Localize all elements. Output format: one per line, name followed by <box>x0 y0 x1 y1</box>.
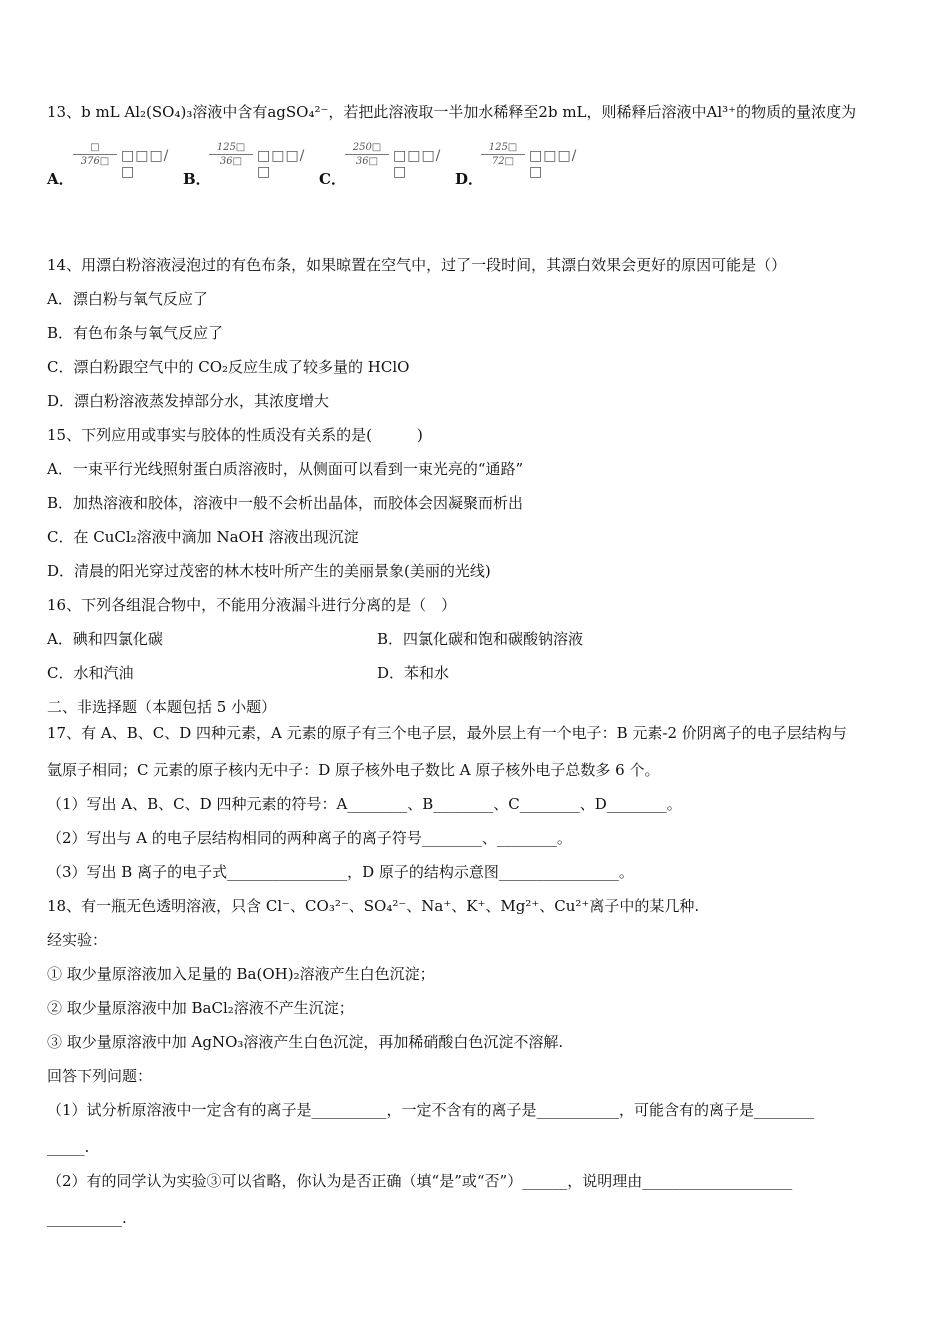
q16-option-b[interactable]: B．四氯化碳和饱和碳酸钠溶液 <box>377 630 584 648</box>
q14-option-b[interactable]: B．有色布条与氧气反应了 <box>47 324 224 342</box>
denominator: 36□ <box>219 156 243 167</box>
q16-stem: 16、下列各组混合物中，不能用分液漏斗进行分离的是（ ） <box>47 596 457 614</box>
denominator: 36□ <box>355 156 379 167</box>
numerator: □ <box>73 142 117 155</box>
section-heading: 二、非选择题（本题包括 5 小题） <box>47 698 277 716</box>
q15-option-b[interactable]: B．加热溶液和胶体，溶液中一般不会析出晶体，而胶体会因凝聚而析出 <box>47 494 524 512</box>
q18-part1-line1: （1）试分析原溶液中一定含有的离子是__________，一定不含有的离子是___________，可能含有的离子是________ <box>47 1101 815 1119</box>
unit: □□□/□ <box>121 148 170 180</box>
q17-stem-line1: 17、有 A、B、C、D 四种元素，A 元素的原子有三个电子层，最外层上有一个电子：B 元素-2 价阴离子的电子层结构与 <box>47 724 847 742</box>
q17-part1: （1）写出 A、B、C、D 四种元素的符号：A________、B________、C________、D________。 <box>47 795 682 813</box>
numerator: 125□ <box>209 142 253 155</box>
q18-answer-label: 回答下列问题： <box>47 1067 153 1085</box>
q17-part2: （2）写出与 A 的电子层结构相同的两种离子的离子符号________、________。 <box>47 829 572 847</box>
fraction <box>73 142 117 167</box>
q18-part2-line2: __________. <box>47 1209 127 1227</box>
unit: □□□/□ <box>257 148 306 180</box>
fraction <box>345 142 389 167</box>
option-label: A． <box>47 170 74 188</box>
q17-part3: （3）写出 B 离子的电子式________________，D 原子的结构示意图________________。 <box>47 863 634 881</box>
q15-stem: 15、下列应用或事实与胶体的性质没有关系的是( ) <box>47 426 423 444</box>
denominator: 376□ <box>80 156 110 167</box>
q18-experiment-label: 经实验： <box>47 931 108 949</box>
q16-option-a[interactable]: A．碘和四氯化碳 <box>47 630 163 648</box>
q14-option-a[interactable]: A．漂白粉与氧气反应了 <box>47 290 208 308</box>
q18-stem: 18、有一瓶无色透明溶液，只含 Cl⁻、CO₃²⁻、SO₄²⁻、Na⁺、K⁺、Mg²⁺、Cu²⁺离子中的某几种. <box>47 897 700 915</box>
q15-option-a[interactable]: A．一束平行光线照射蛋白质溶液时，从侧面可以看到一束光亮的“通路” <box>47 460 524 478</box>
option-label: C． <box>319 170 346 188</box>
denominator: 72□ <box>491 156 515 167</box>
q14-option-c[interactable]: C．漂白粉跟空气中的 CO₂反应生成了较多量的 HClO <box>47 358 410 376</box>
q18-part1-line2: _____. <box>47 1138 90 1156</box>
option-label: B． <box>183 170 211 188</box>
q15-option-c[interactable]: C．在 CuCl₂溶液中滴加 NaOH 溶液出现沉淀 <box>47 528 359 546</box>
q13-option-c[interactable] <box>319 142 449 192</box>
q18-experiment-1: ① 取少量原溶液加入足量的 Ba(OH)₂溶液产生白色沉淀； <box>47 965 435 983</box>
numerator: 125□ <box>481 142 525 155</box>
q13-option-a[interactable] <box>47 142 177 192</box>
q13-stem: 13、b mL Al₂(SO₄)₃溶液中含有agSO₄²⁻，若把此溶液取一半加水稀释至2b mL，则稀释后溶液中Al³⁺的物质的量浓度为 <box>47 103 857 121</box>
unit: □□□/□ <box>393 148 442 180</box>
unit: □□□/□ <box>529 148 578 180</box>
q17-stem-line2: 氩原子相同；C 元素的原子核内无中子：D 原子核外电子数比 A 原子核外电子总数多 6 个。 <box>47 761 660 779</box>
q15-option-d[interactable]: D．清晨的阳光穿过茂密的林木枝叶所产生的美丽景象(美丽的光线) <box>47 562 491 580</box>
q18-experiment-3: ③ 取少量原溶液中加 AgNO₃溶液产生白色沉淀，再加稀硝酸白色沉淀不溶解. <box>47 1033 564 1051</box>
q16-option-d[interactable]: D．苯和水 <box>377 664 450 682</box>
fraction <box>209 142 253 167</box>
q18-part2-line1: （2）有的同学认为实验③可以省略，你认为是否正确（填“是”或“否”）______，说明理由____________________ <box>47 1172 793 1190</box>
q16-option-c[interactable]: C．水和汽油 <box>47 664 134 682</box>
q14-option-d[interactable]: D．漂白粉溶液蒸发掉部分水，其浓度增大 <box>47 392 330 410</box>
option-label: D． <box>455 170 484 188</box>
q18-experiment-2: ② 取少量原溶液中加 BaCl₂溶液不产生沉淀； <box>47 999 354 1017</box>
q14-stem: 14、用漂白粉溶液浸泡过的有色布条，如果晾置在空气中，过了一段时间，其漂白效果会更好的原因可能是（） <box>47 256 787 274</box>
q13-option-b[interactable] <box>183 142 313 192</box>
numerator: 250□ <box>345 142 389 155</box>
fraction <box>481 142 525 167</box>
q13-option-d[interactable] <box>455 142 585 192</box>
